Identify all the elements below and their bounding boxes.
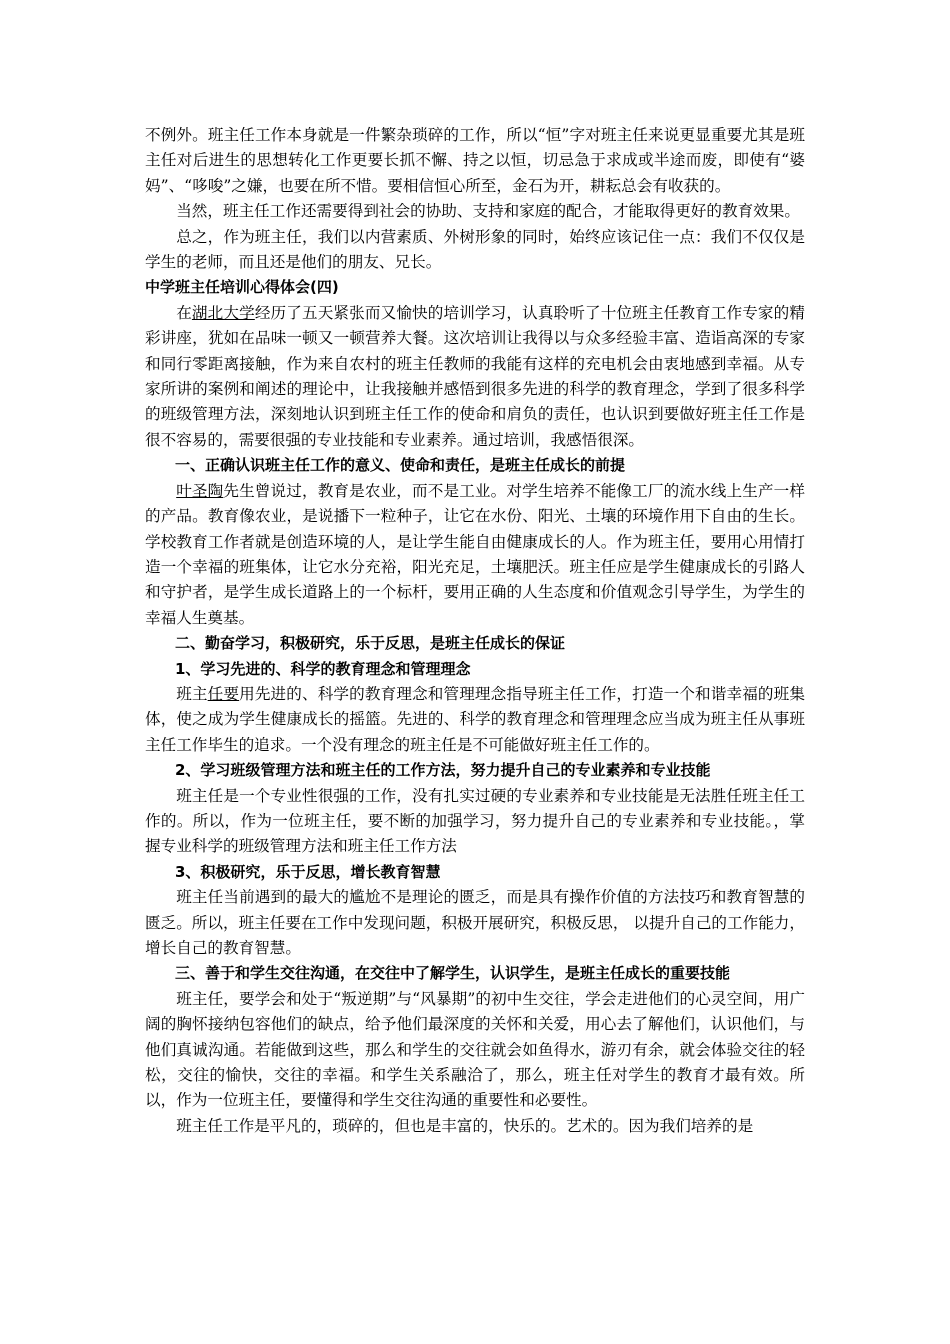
section-title: 中学班主任培训心得体会(四) bbox=[145, 278, 339, 297]
heading-2-3: 3、积极研究，乐于反思，增长教育智慧 bbox=[175, 862, 441, 881]
heading-3: 三、善于和学生交往沟通，在交往中了解学生，认识学生，是班主任成长的重要技能 bbox=[175, 964, 731, 983]
paragraph-2: 当然，班主任工作还需要得到社会的协助、支持和家庭的配合，才能取得更好的教育效果。 bbox=[176, 202, 800, 221]
paragraph-5-text: 先生曾说过，教育是农业，而不是工业。对学生培养不能像工厂的流水线上生产一样的产品。教育像农业，是说播下一粒种子，让它在水份、阳光、土壤的环境作用下自由的生长。学校教育工作者就是创造环境的人，是让学生能自由健康成长的人。作为班主任，要用心用情打造一个幸福的班集体，让它水分充裕，阳光充足，土壤肥沃。班主任应是学生健康成长的引路人和守护者，是学生成长道路上的一个标杆，要用正确的人生态度和价值观念引导学生，为学生的幸福人生奠基。 bbox=[145, 481, 805, 627]
paragraph-4 bbox=[145, 301, 805, 453]
paragraph-5 bbox=[145, 479, 805, 631]
paragraph-6-lead: 班主 bbox=[176, 684, 208, 703]
document-page bbox=[145, 123, 805, 1139]
paragraph-8: 班主任当前遇到的最大的尴尬不是理论的匮乏，而是具有操作价值的方法技巧和教育智慧的匮乏。所以，班主任要在工作中发现问题，积极开展研究，积极反思， 以提升自己的工作能力，增长自己的教育智慧。 bbox=[145, 888, 805, 957]
ye-shengtao-link[interactable]: 叶圣陶 bbox=[176, 481, 224, 500]
paragraph-7: 班主任是一个专业性很强的工作，没有扎实过硬的专业素养和专业技能是无法胜任班主任工作的。所以，作为一位班主任，要不断的加强学习，努力提升自己的专业素养和专业技能。，掌握专业科学的班级管理方法和班主任工作方法 bbox=[145, 786, 805, 856]
paragraph-3: 总之，作为班主任，我们以内营素质、外树形象的同时，始终应该记住一点：我们不仅仅是学生的老师，而且还是他们的朋友、兄长。 bbox=[145, 227, 805, 272]
heading-2-2: 2、学习班级管理方法和班主任的工作方法，努力提升自己的专业素养和专业技能 bbox=[175, 761, 711, 780]
heading-2-1: 1、学习先进的、科学的教育理念和管理理念 bbox=[175, 659, 471, 678]
paragraph-1: 不例外。班主任工作本身就是一件繁杂琐碎的工作，所以“恒”字对班主任来说更显重要尤其是班主任对后进生的思想转化工作更要长抓不懈、持之以恒，切忌急于求成或半途而废，即使有“婆妈”、“哆唆”之嫌，也要在所不惜。要相信恒心所至，金石为开，耕耘总会有收获的。 bbox=[145, 126, 805, 195]
paragraph-9: 班主任，要学会和处于“叛逆期”与“风暴期”的初中生交往，学会走进他们的心灵空间，用广阔的胸怀接纳包容他们的缺点，给予他们最深度的关怀和关爱，用心去了解他们，认识他们，与他们真诚沟通。若能做到这些，那么和学生的交往就会如鱼得水，游刃有余，就会体验交往的轻松，交往的愉快，交往的幸福。和学生关系融洽了，那么，班主任对学生的教育才最有效。所以，作为一位班主任，要懂得和学生交往沟通的重要性和必要性。 bbox=[145, 989, 805, 1110]
heading-1: 一、正确认识班主任工作的意义、使命和责任，是班主任成长的前提 bbox=[175, 456, 626, 475]
hubei-university-link[interactable]: 湖北大学 bbox=[191, 303, 255, 322]
paragraph-4-lead: 在 bbox=[176, 303, 192, 322]
paragraph-6 bbox=[145, 682, 805, 758]
paragraph-6-text: 用先进的、科学的教育理念和管理理念指导班主任工作，打造一个和谐幸福的班集体，使之成为学生健康成长的摇篮。先进的、科学的教育理念和管理理念应当成为班主任从事班主任工作毕生的追求。一个没有理念的班主任是不可能做好班主任工作的。 bbox=[145, 684, 805, 754]
heading-2: 二、勤奋学习，积极研究，乐于反思，是班主任成长的保证 bbox=[175, 634, 566, 653]
renyao-link[interactable]: 任要 bbox=[207, 684, 240, 703]
paragraph-4-text: 经历了五天紧张而又愉快的培训学习，认真聆听了十位班主任教育工作专家的精彩讲座，犹如在品味一顿又一顿营养大餐。这次培训让我得以与众多经验丰富、造诣高深的专家和同行零距离接触，作为来自农村的班主任教师的我能有这样的充电机会由衷地感到幸福。从专家所讲的案例和阐述的理论中，让我接触并感悟到很多先进的科学的教育理念，学到了很多科学的班级管理方法，深刻地认识到班主任工作的使命和肩负的责任，也认识到要做好班主任工作是很不容易的，需要很强的专业技能和专业素养。通过培训，我感悟很深。 bbox=[145, 303, 805, 449]
paragraph-10: 班主任工作是平凡的，琐碎的，但也是丰富的，快乐的。艺术的。因为我们培养的是 bbox=[176, 1116, 754, 1135]
